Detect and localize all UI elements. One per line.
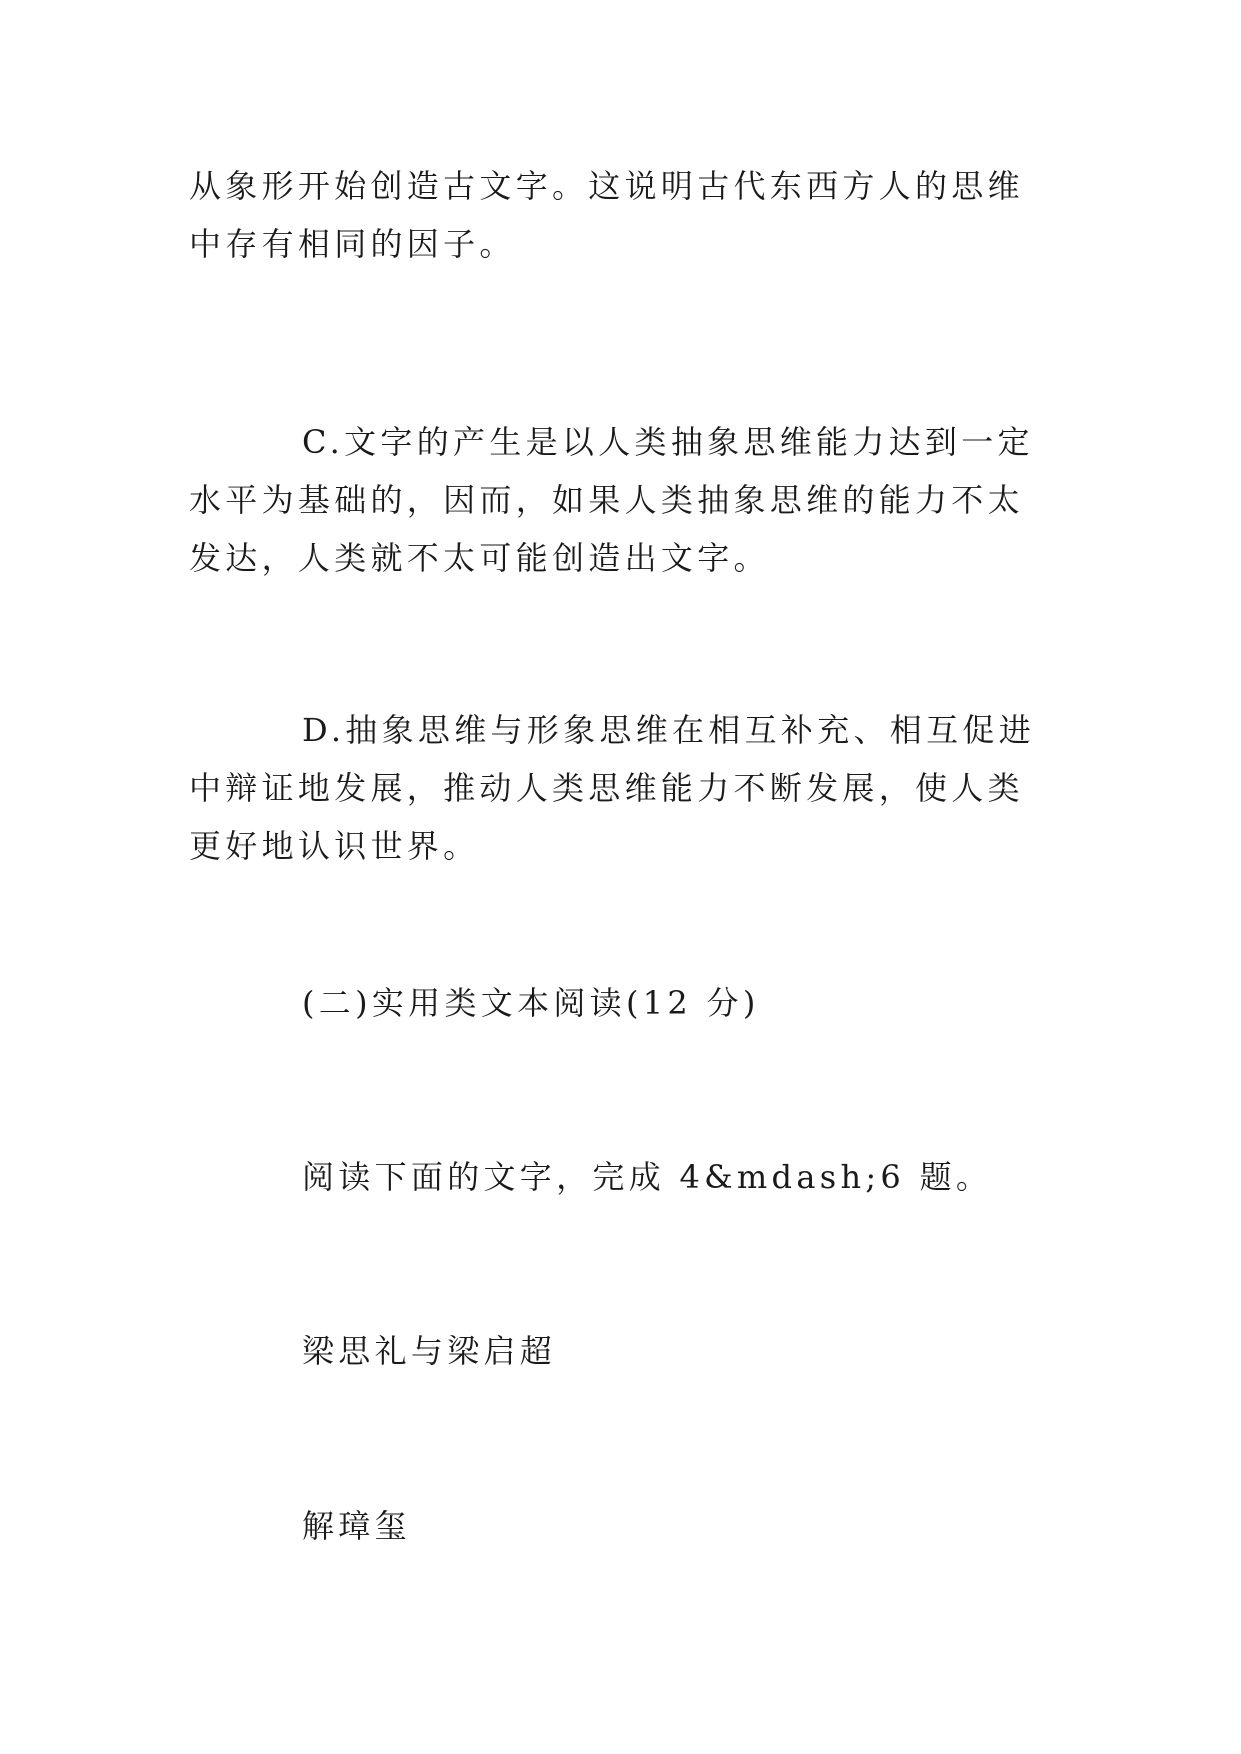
reading-instruction: 阅读下面的文字，完成 4&mdash;6 题。 [302, 1158, 993, 1196]
option-d-paragraph: D.抽象思维与形象思维在相互补充、相互促进中辩证地发展，推动人类思维能力不断发展，使人类更好地认识世界。 [189, 711, 1035, 865]
article-title: 梁思礼与梁启超 [302, 1332, 557, 1370]
option-c-paragraph: C.文字的产生是以人类抽象思维能力达到一定水平为基础的，因而，如果人类抽象思维的能力不太发达，人类就不太可能创造出文字。 [189, 423, 1034, 577]
article-author: 解璋玺 [302, 1507, 411, 1545]
option-b-continuation-paragraph: 从象形开始创造古文字。这说明古代东西方人的思维中存有相同的因子。 [189, 167, 1024, 263]
section-heading: (二)实用类文本阅读(12 分) [302, 984, 760, 1022]
